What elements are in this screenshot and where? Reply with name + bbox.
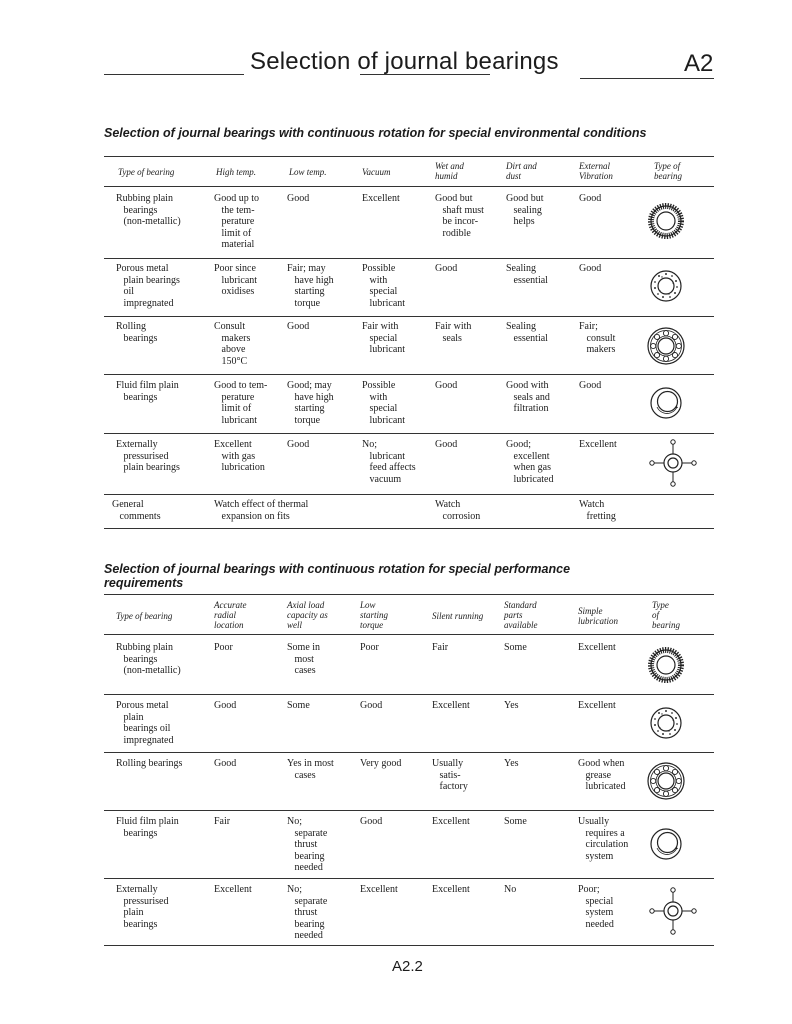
table-cell: Poor since lubricant oxidises — [214, 263, 258, 298]
table-cell: Yes in most cases — [287, 758, 334, 781]
table-cell: No; separate thrust bearing needed — [287, 884, 328, 942]
table-rule — [104, 810, 714, 811]
porous-metal-bearing-icon — [648, 705, 684, 741]
table-cell: Rubbing plain bearings (non-metallic) — [116, 642, 181, 677]
comments-label: General comments — [112, 499, 161, 522]
comment-high-temp: Watch effect of thermal expansion on fits — [214, 499, 309, 522]
table-rule — [104, 374, 714, 375]
fluid-film-bearing-icon — [648, 826, 684, 862]
table-cell: Good when grease lubricated — [578, 758, 626, 793]
table-cell: Porous metal plain bearings oil impregnated — [116, 700, 174, 746]
table-rule — [104, 494, 714, 495]
table-cell: Usually requires a circulation system — [578, 816, 629, 862]
table2-heading: Selection of journal bearings with continuous rotation for special performance requirements — [104, 562, 571, 590]
table-cell: Yes — [504, 700, 519, 711]
table-cell: Some in most cases — [287, 642, 321, 677]
table-rule — [104, 186, 714, 187]
table-cell: Good — [579, 380, 602, 391]
table-cell: Yes — [504, 758, 519, 769]
table-cell: Good — [214, 700, 237, 711]
environment-table — [104, 156, 714, 529]
table-cell: Porous metal plain bearings oil impregnated — [116, 263, 180, 309]
column-header: External Vibration — [579, 161, 613, 181]
table-cell: Rolling bearings — [116, 758, 183, 769]
rolling-bearing-icon — [646, 761, 686, 801]
table-cell: Some — [504, 642, 527, 653]
column-header: Standard parts available — [504, 600, 538, 630]
table-rule — [104, 945, 714, 946]
header-rule-left — [104, 74, 244, 75]
column-header: Dirt and dust — [506, 161, 537, 181]
table-cell: Externally pressurised plain bearings — [116, 884, 169, 930]
table-rule — [104, 528, 714, 529]
table-cell: Good; excellent when gas lubricated — [506, 439, 554, 485]
table-cell: Usually satis- factory — [432, 758, 468, 793]
table-cell: Good but shaft must be incor- rodible — [435, 193, 484, 239]
table-rule — [104, 258, 714, 259]
table-cell: Good — [360, 700, 383, 711]
table-cell: Fair; consult makers — [579, 321, 616, 356]
table-cell: Some — [287, 700, 310, 711]
header-rule-right — [580, 78, 714, 79]
section-code: A2 — [684, 50, 714, 77]
performance-table — [104, 594, 714, 946]
table-cell: Rolling bearings — [116, 321, 158, 344]
table-cell: Good but sealing helps — [506, 193, 544, 228]
table-rule — [104, 433, 714, 434]
table-cell: Good — [287, 439, 310, 450]
table-rule — [104, 316, 714, 317]
column-header: Wet and humid — [435, 161, 464, 181]
table-cell: Excellent — [432, 700, 470, 711]
table-cell: Possible with special lubricant — [362, 380, 406, 426]
column-header: Type of bearing — [118, 167, 175, 177]
column-header: Type of bearing — [116, 611, 173, 621]
page-title: Selection of journal bearings — [250, 48, 559, 75]
table-cell: Poor — [214, 642, 233, 653]
table-cell: Fair with seals — [435, 321, 472, 344]
table-rule — [104, 594, 714, 595]
table-cell: Good; may have high starting torque — [287, 380, 334, 426]
rubbing-plain-bearing-icon — [648, 203, 684, 239]
rubbing-plain-bearing-icon — [648, 647, 684, 683]
table-rule — [104, 634, 714, 635]
table-cell: Excellent — [578, 642, 616, 653]
table-cell: No — [504, 884, 517, 895]
table-cell: Consult makers above 150°C — [214, 321, 251, 367]
table-cell: Excellent with gas lubrication — [214, 439, 265, 474]
column-header: Type of bearing — [654, 161, 682, 181]
column-header: Silent running — [432, 611, 484, 621]
table-cell: Excellent — [362, 193, 400, 204]
table-cell: Good — [214, 758, 237, 769]
table-cell: Excellent — [360, 884, 398, 895]
table-cell: Excellent — [214, 884, 252, 895]
column-header: Vacuum — [362, 167, 391, 177]
table-cell: Good with seals and filtration — [506, 380, 550, 415]
rolling-bearing-icon — [646, 326, 686, 366]
table-cell: Fair — [214, 816, 231, 827]
column-header: High temp. — [216, 167, 256, 177]
table-cell: Very good — [360, 758, 402, 769]
column-header: Simple lubrication — [578, 606, 618, 626]
table-cell: Good up to the tem- perature limit of material — [214, 193, 259, 251]
table-rule — [104, 694, 714, 695]
table-cell: Excellent — [578, 700, 616, 711]
table-cell: Good — [579, 263, 602, 274]
table-rule — [104, 156, 714, 157]
table-cell: Good — [360, 816, 383, 827]
externally-pressurised-bearing-icon — [648, 886, 698, 936]
table-cell: Excellent — [432, 816, 470, 827]
table-cell: Poor; special system needed — [578, 884, 614, 930]
table-cell: Good — [579, 193, 602, 204]
table-cell: Some — [504, 816, 527, 827]
table-cell: Good — [287, 321, 310, 332]
table-cell: Externally pressurised plain bearings — [116, 439, 180, 474]
table-cell: Poor — [360, 642, 379, 653]
table-cell: Fair with special lubricant — [362, 321, 406, 356]
comment-vibration: Watch fretting — [579, 499, 616, 522]
table-cell: No; separate thrust bearing needed — [287, 816, 328, 874]
column-header: Axial load capacity as well — [287, 600, 328, 630]
page-number: A2.2 — [392, 958, 423, 975]
porous-metal-bearing-icon — [648, 268, 684, 304]
table-cell: Excellent — [579, 439, 617, 450]
fluid-film-bearing-icon — [648, 385, 684, 421]
table-cell: Good — [435, 439, 458, 450]
table-cell: Rubbing plain bearings (non-metallic) — [116, 193, 181, 228]
column-header: Type of bearing — [652, 600, 680, 630]
comment-wet: Watch corrosion — [435, 499, 481, 522]
table-rule — [104, 752, 714, 753]
table-cell: Good — [435, 263, 458, 274]
table-cell: Good — [287, 193, 310, 204]
table-cell: Sealing essential — [506, 321, 548, 344]
table-cell: Excellent — [432, 884, 470, 895]
table-cell: Fair; may have high starting torque — [287, 263, 334, 309]
column-header: Accurate radial location — [214, 600, 247, 630]
table-cell: Fluid film plain bearings — [116, 816, 179, 839]
table-cell: Good to tem- perature limit of lubricant — [214, 380, 268, 426]
table-cell: Good — [435, 380, 458, 391]
table-cell: Possible with special lubricant — [362, 263, 406, 309]
table-rule — [104, 878, 714, 879]
table-cell: Fluid film plain bearings — [116, 380, 179, 403]
column-header: Low temp. — [289, 167, 327, 177]
table-cell: Fair — [432, 642, 449, 653]
table1-heading: Selection of journal bearings with continuous rotation for special environmental conditions — [104, 126, 647, 140]
table-cell: Sealing essential — [506, 263, 548, 286]
externally-pressurised-bearing-icon — [648, 438, 698, 488]
table-cell: No; lubricant feed affects vacuum — [362, 439, 416, 485]
column-header: Low starting torque — [360, 600, 389, 630]
